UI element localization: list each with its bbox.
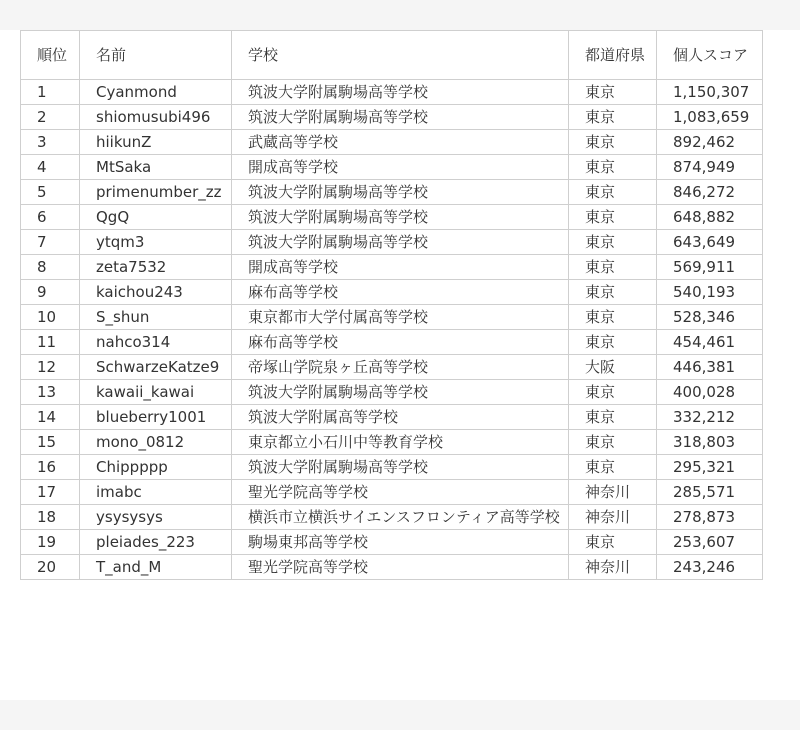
- table-row: [21, 505, 763, 530]
- name-cell: nahco314: [80, 330, 232, 355]
- school-cell: 筑波大学附属駒場高等学校: [232, 455, 569, 480]
- score-cell: 648,882: [657, 205, 763, 230]
- school-cell: 聖光学院高等学校: [232, 480, 569, 505]
- ranking-table: [20, 30, 763, 580]
- name-cell: QgQ: [80, 205, 232, 230]
- score-cell: 540,193: [657, 280, 763, 305]
- prefecture-cell: 東京: [569, 455, 657, 480]
- score-cell: 318,803: [657, 430, 763, 455]
- table-row: [21, 430, 763, 455]
- prefecture-cell: 東京: [569, 280, 657, 305]
- name-cell: kawaii_kawai: [80, 380, 232, 405]
- school-cell: 開成高等学校: [232, 255, 569, 280]
- table-row: [21, 405, 763, 430]
- school-cell: 筑波大学附属駒場高等学校: [232, 80, 569, 105]
- school-cell: 筑波大学附属駒場高等学校: [232, 230, 569, 255]
- name-cell: pleiades_223: [80, 530, 232, 555]
- rank-cell: 17: [21, 480, 80, 505]
- prefecture-cell: 東京: [569, 380, 657, 405]
- rank-cell: 16: [21, 455, 80, 480]
- score-cell: 1,083,659: [657, 105, 763, 130]
- rank-cell: 13: [21, 380, 80, 405]
- content-area: [0, 30, 800, 700]
- score-cell: 569,911: [657, 255, 763, 280]
- name-cell: Cyanmond: [80, 80, 232, 105]
- table-row: [21, 130, 763, 155]
- rank-cell: 15: [21, 430, 80, 455]
- school-cell: 横浜市立横浜サイエンスフロンティア高等学校: [232, 505, 569, 530]
- name-cell: S_shun: [80, 305, 232, 330]
- score-cell: 253,607: [657, 530, 763, 555]
- table-row: [21, 530, 763, 555]
- rank-cell: 7: [21, 230, 80, 255]
- school-cell: 筑波大学附属駒場高等学校: [232, 180, 569, 205]
- school-cell: 筑波大学附属高等学校: [232, 405, 569, 430]
- prefecture-cell: 東京: [569, 155, 657, 180]
- rank-cell: 3: [21, 130, 80, 155]
- name-cell: hiikunZ: [80, 130, 232, 155]
- table-row: [21, 205, 763, 230]
- score-cell: 1,150,307: [657, 80, 763, 105]
- header-prefecture: 都道府県: [569, 31, 657, 80]
- prefecture-cell: 東京: [569, 230, 657, 255]
- score-cell: 400,028: [657, 380, 763, 405]
- prefecture-cell: 東京: [569, 405, 657, 430]
- score-cell: 454,461: [657, 330, 763, 355]
- rank-cell: 11: [21, 330, 80, 355]
- name-cell: kaichou243: [80, 280, 232, 305]
- table-row: [21, 305, 763, 330]
- prefecture-cell: 東京: [569, 80, 657, 105]
- score-cell: 446,381: [657, 355, 763, 380]
- prefecture-cell: 神奈川: [569, 480, 657, 505]
- rank-cell: 14: [21, 405, 80, 430]
- prefecture-cell: 東京: [569, 430, 657, 455]
- name-cell: imabc: [80, 480, 232, 505]
- table-row: [21, 355, 763, 380]
- school-cell: 東京都立小石川中等教育学校: [232, 430, 569, 455]
- score-cell: 295,321: [657, 455, 763, 480]
- rank-cell: 20: [21, 555, 80, 580]
- rank-cell: 12: [21, 355, 80, 380]
- rank-cell: 5: [21, 180, 80, 205]
- header-school: 学校: [232, 31, 569, 80]
- table-header-row: [21, 31, 763, 80]
- rank-cell: 18: [21, 505, 80, 530]
- school-cell: 開成高等学校: [232, 155, 569, 180]
- score-cell: 528,346: [657, 305, 763, 330]
- school-cell: 武蔵高等学校: [232, 130, 569, 155]
- table-row: [21, 180, 763, 205]
- score-cell: 332,212: [657, 405, 763, 430]
- table-row: [21, 555, 763, 580]
- prefecture-cell: 東京: [569, 105, 657, 130]
- prefecture-cell: 東京: [569, 205, 657, 230]
- table-row: [21, 255, 763, 280]
- score-cell: 643,649: [657, 230, 763, 255]
- name-cell: primenumber_zz: [80, 180, 232, 205]
- prefecture-cell: 神奈川: [569, 505, 657, 530]
- score-cell: 846,272: [657, 180, 763, 205]
- name-cell: shiomusubi496: [80, 105, 232, 130]
- name-cell: SchwarzeKatze9: [80, 355, 232, 380]
- table-row: [21, 330, 763, 355]
- table-row: [21, 80, 763, 105]
- rank-cell: 4: [21, 155, 80, 180]
- table-row: [21, 280, 763, 305]
- score-cell: 285,571: [657, 480, 763, 505]
- school-cell: 筑波大学附属駒場高等学校: [232, 105, 569, 130]
- name-cell: mono_0812: [80, 430, 232, 455]
- prefecture-cell: 大阪: [569, 355, 657, 380]
- prefecture-cell: 東京: [569, 255, 657, 280]
- header-name: 名前: [80, 31, 232, 80]
- school-cell: 駒場東邦高等学校: [232, 530, 569, 555]
- name-cell: ytqm3: [80, 230, 232, 255]
- name-cell: blueberry1001: [80, 405, 232, 430]
- school-cell: 帝塚山学院泉ヶ丘高等学校: [232, 355, 569, 380]
- rank-cell: 8: [21, 255, 80, 280]
- prefecture-cell: 東京: [569, 180, 657, 205]
- name-cell: T_and_M: [80, 555, 232, 580]
- prefecture-cell: 神奈川: [569, 555, 657, 580]
- name-cell: Chippppp: [80, 455, 232, 480]
- table-row: [21, 380, 763, 405]
- name-cell: MtSaka: [80, 155, 232, 180]
- name-cell: zeta7532: [80, 255, 232, 280]
- school-cell: 麻布高等学校: [232, 280, 569, 305]
- table-row: [21, 105, 763, 130]
- school-cell: 筑波大学附属駒場高等学校: [232, 380, 569, 405]
- school-cell: 聖光学院高等学校: [232, 555, 569, 580]
- table-row: [21, 155, 763, 180]
- header-rank: 順位: [21, 31, 80, 80]
- prefecture-cell: 東京: [569, 130, 657, 155]
- table-row: [21, 480, 763, 505]
- rank-cell: 2: [21, 105, 80, 130]
- rank-cell: 6: [21, 205, 80, 230]
- school-cell: 麻布高等学校: [232, 330, 569, 355]
- score-cell: 278,873: [657, 505, 763, 530]
- table-row: [21, 230, 763, 255]
- school-cell: 東京都市大学付属高等学校: [232, 305, 569, 330]
- rank-cell: 10: [21, 305, 80, 330]
- name-cell: ysysysys: [80, 505, 232, 530]
- score-cell: 892,462: [657, 130, 763, 155]
- prefecture-cell: 東京: [569, 305, 657, 330]
- table-body: [21, 80, 763, 580]
- score-cell: 874,949: [657, 155, 763, 180]
- header-score: 個人スコア: [657, 31, 763, 80]
- prefecture-cell: 東京: [569, 330, 657, 355]
- rank-cell: 19: [21, 530, 80, 555]
- score-cell: 243,246: [657, 555, 763, 580]
- prefecture-cell: 東京: [569, 530, 657, 555]
- rank-cell: 1: [21, 80, 80, 105]
- table-row: [21, 455, 763, 480]
- school-cell: 筑波大学附属駒場高等学校: [232, 205, 569, 230]
- rank-cell: 9: [21, 280, 80, 305]
